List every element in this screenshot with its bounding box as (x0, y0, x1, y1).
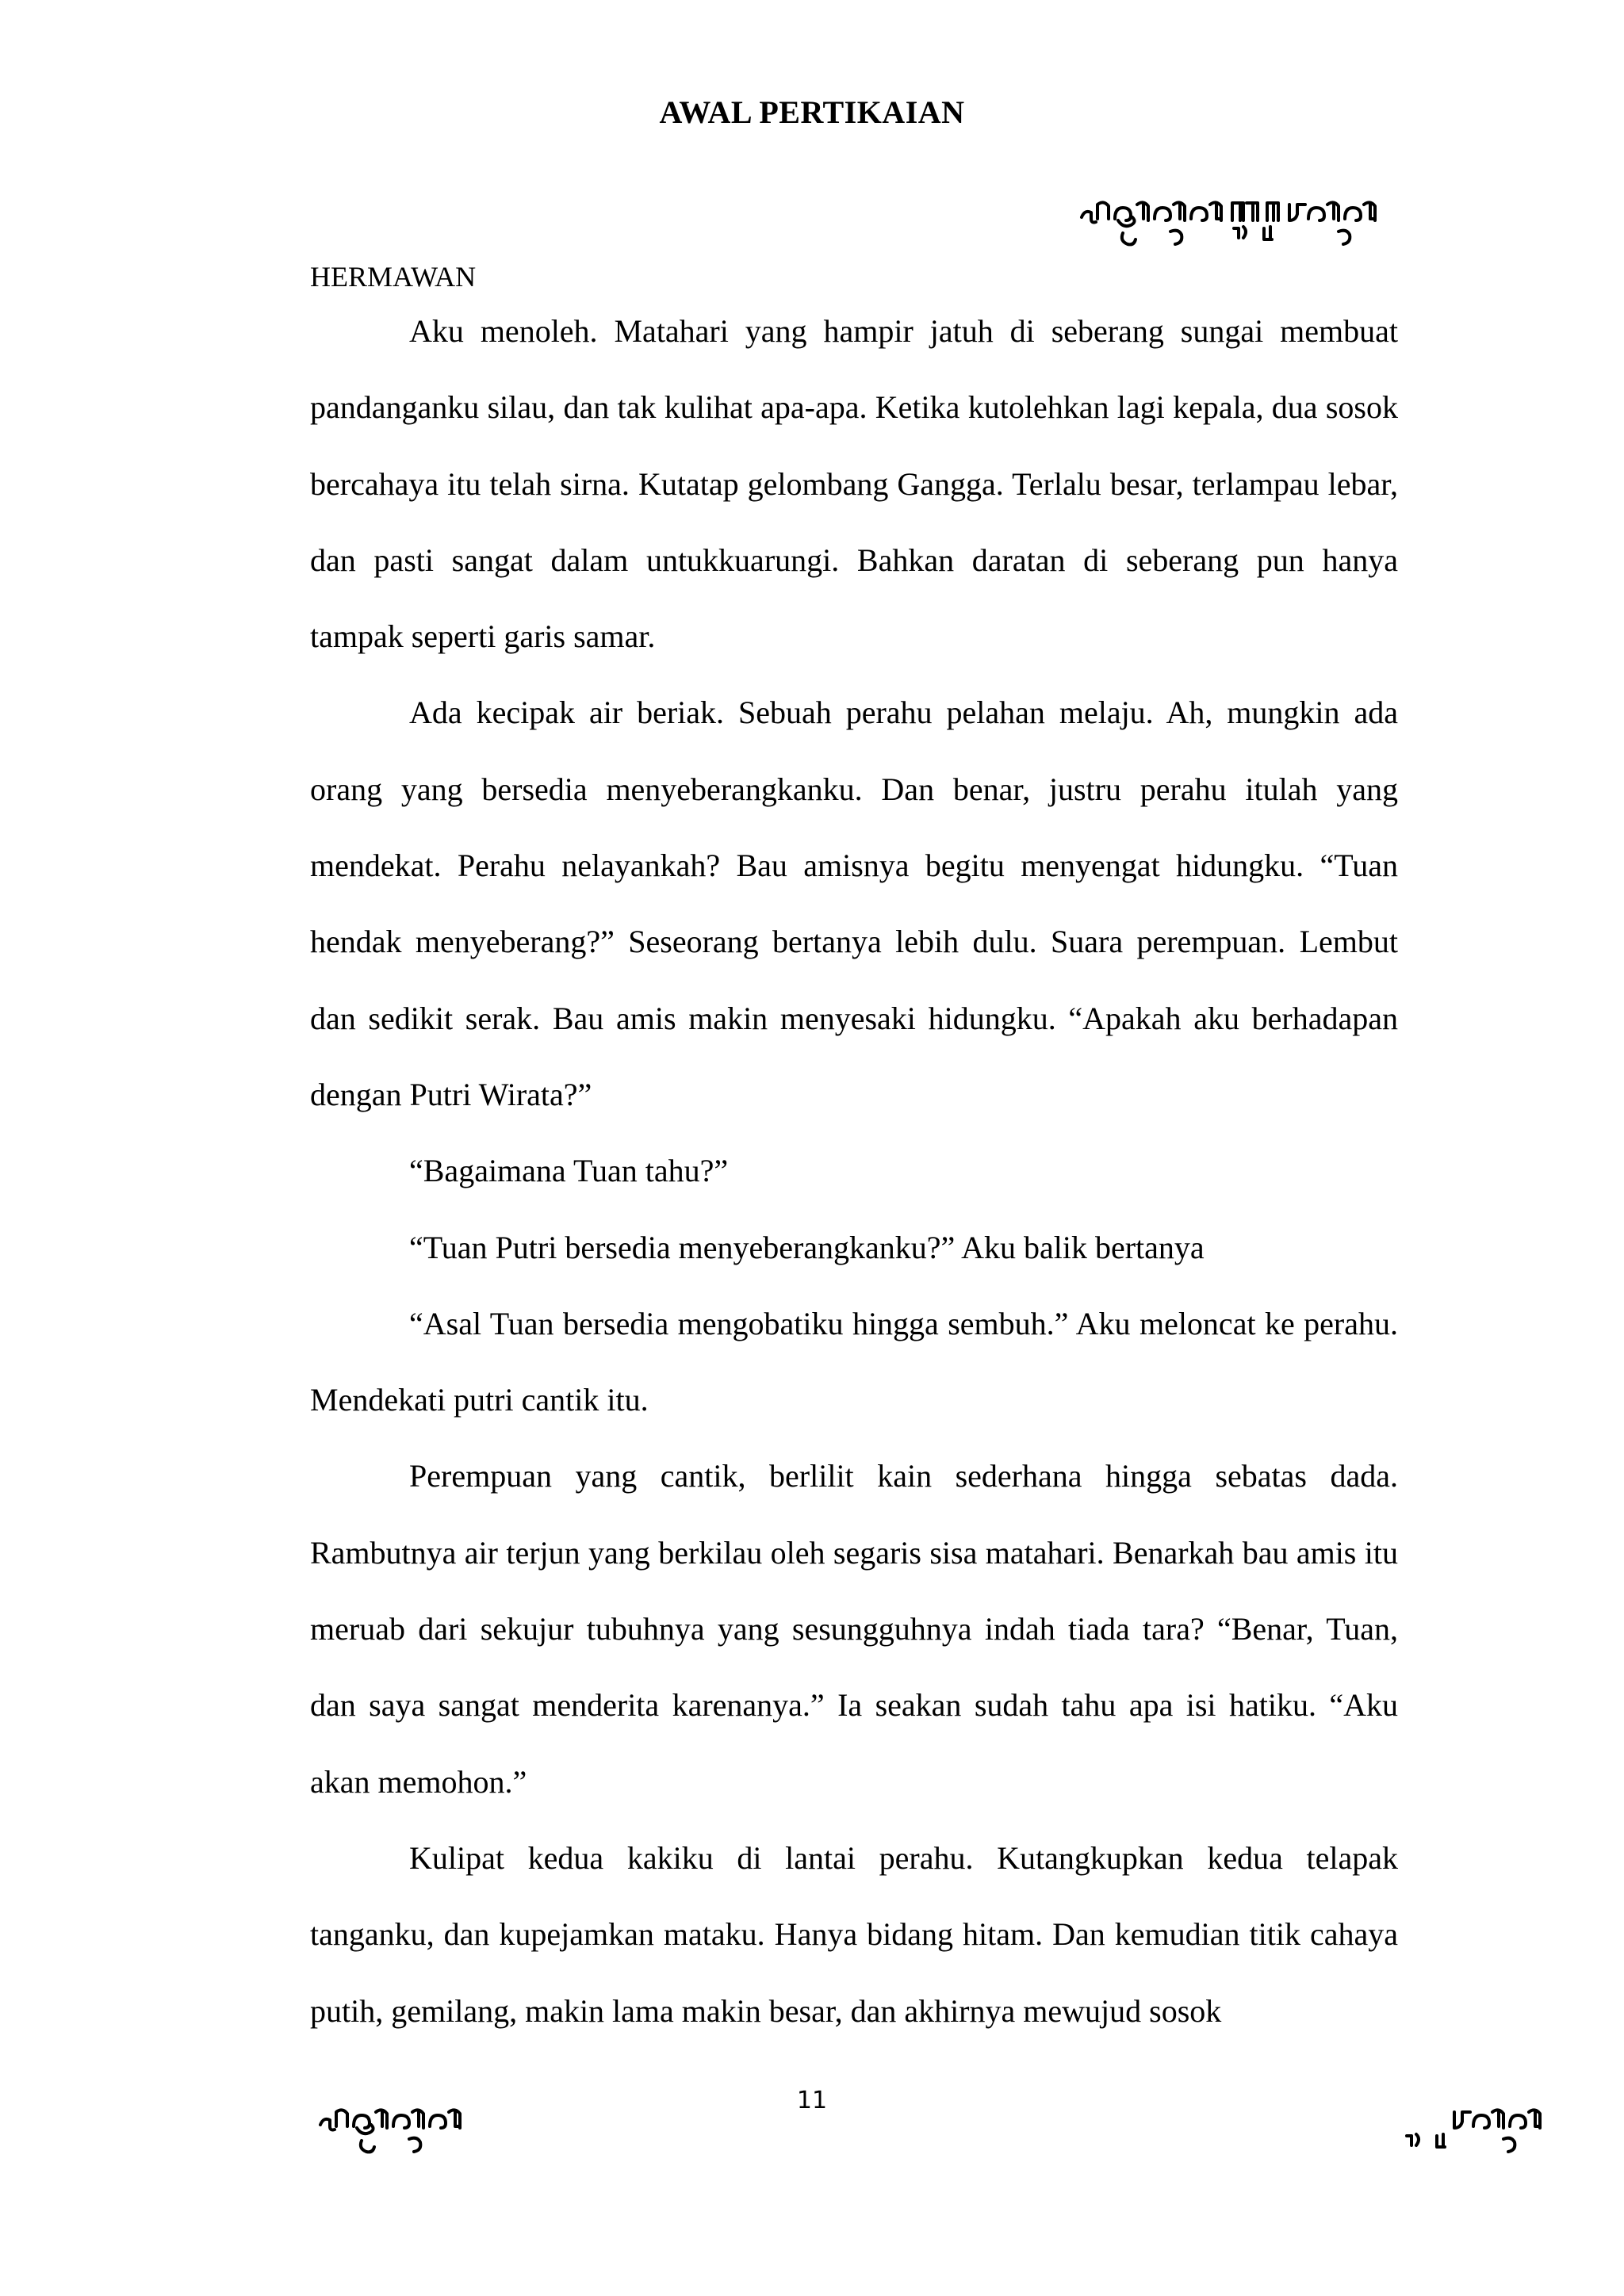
paragraph: Kulipat kedua kakiku di lantai perahu. Kutangkupkan kedua telapak tanganku, dan kupejamkan mataku. Hanya bidang hitam. Dan kemudian titik cahaya putih, gemilang, makin lama makin besar, dan akhirnya mewujud sosok (310, 1839, 1398, 2029)
paragraph: Ada kecipak air beriak. Sebuah perahu pelahan melaju. Ah, mungkin ada orang yang bersedia menyeberangkanku. Dan benar, justru perahu itulah yang mendekat. Perahu nelayankah? Bau amisnya begitu menyengat hidungku. “Tuan hendak menyeberang?” Seseorang bertanya lebih dulu. Suara perempuan. Lembut dan sedikit serak. Bau amis makin menyesaki hidungku. “Apakah aku berhadapan dengan Putri Wirata?” (310, 695, 1398, 1112)
paragraph: Perempuan yang cantik, berlilit kain sederhana hingga sebatas dada. Rambutnya air terjun yang berkilau oleh segaris sisa matahari. Benarkah bau amis itu meruab dari sekujur tubuhnya yang sesungguhnya indah tiada tara? “Benar, Tuan, dan saya sangat menderita karenanya.” Ia seakan sudah tahu apa isi hatiku. “Aku akan memohon.” (310, 1458, 1398, 1800)
body-text (310, 293, 1398, 2049)
paragraph: “Bagaimana Tuan tahu?” (409, 1153, 729, 1189)
speaker-name: HERMAWAN (310, 261, 477, 293)
javanese-script-footer-right-icon (1402, 2095, 1561, 2166)
paragraph: “Asal Tuan bersedia mengobatiku hingga sembuh.” Aku meloncat ke perahu. Mendekati putri cantik itu. (310, 1305, 1398, 1418)
paragraph: “Tuan Putri bersedia menyeberangkanku?” Aku balik bertanya (409, 1229, 1205, 1265)
javanese-script-footer-left-icon (316, 2095, 490, 2166)
javanese-script-header-icon (1077, 187, 1410, 258)
page-number: 11 (796, 2087, 828, 2114)
paragraph: Aku menoleh. Matahari yang hampir jatuh di seberang sungai membuat pandanganku silau, dan tak kulihat apa-apa. Ketika kutolehkan lagi kepala, dua sosok bercahaya itu telah sirna. Kutatap gelombang Gangga. Terlalu besar, terlampau lebar, dan pasti sangat dalam untukkuarungi. Bahkan daratan di seberang pun hanya tampak seperti garis samar. (310, 313, 1398, 655)
chapter-title: AWAL PERTIKAIAN (659, 94, 965, 130)
